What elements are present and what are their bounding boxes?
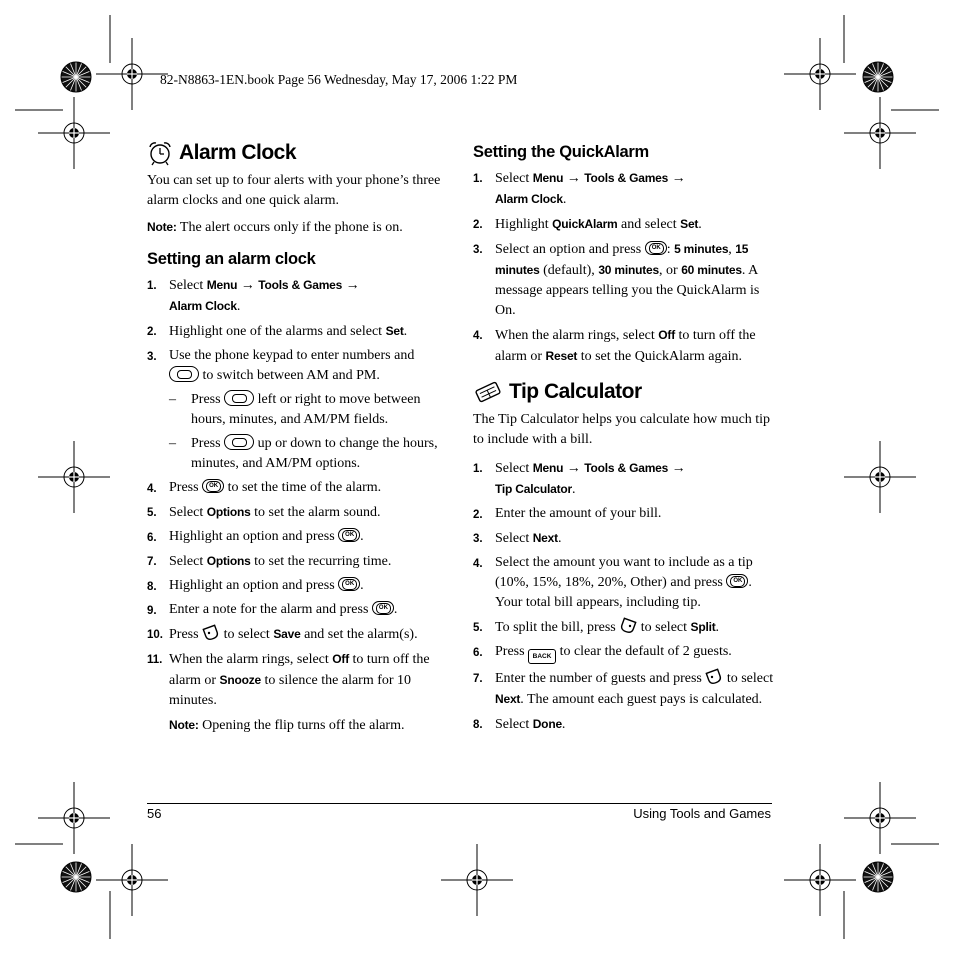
step-number: 2. bbox=[147, 326, 157, 338]
footer-divider bbox=[147, 803, 772, 804]
snooze-label: Snooze bbox=[219, 673, 261, 687]
page-title: Alarm Clock bbox=[179, 141, 297, 164]
ok-key-label: OK bbox=[342, 530, 357, 541]
step-number: 3. bbox=[473, 533, 483, 545]
step-text: to switch between AM and PM. bbox=[199, 368, 380, 383]
step-text: . bbox=[562, 192, 567, 207]
list-item bbox=[147, 527, 447, 547]
step-text: , or bbox=[659, 263, 682, 278]
list-item bbox=[147, 502, 447, 523]
step-text: Select bbox=[169, 278, 207, 293]
arrow: → bbox=[563, 461, 585, 476]
step-text: . bbox=[236, 299, 241, 314]
step-text: Enter a note for the alarm and press bbox=[169, 602, 372, 617]
step-number: 1. bbox=[473, 173, 483, 185]
step-text: Select the amount you want to include as a tip (10%, 15%, 18%, 20%, Other) and press bbox=[495, 555, 753, 590]
dash: – bbox=[169, 436, 176, 451]
alarm-note bbox=[147, 217, 447, 238]
step-text: up or down to change the hours, minutes, and AM/PM options. bbox=[191, 436, 438, 471]
flip-note bbox=[169, 715, 447, 736]
step-text: to select bbox=[220, 627, 274, 642]
menu-label: Menu bbox=[532, 461, 564, 475]
step-number: 3. bbox=[147, 351, 157, 363]
step-text: Select bbox=[495, 531, 533, 546]
list-item bbox=[473, 325, 775, 367]
step-text: and set the alarm(s). bbox=[300, 627, 418, 642]
list-item bbox=[473, 458, 775, 500]
list-item bbox=[473, 642, 775, 664]
step-text: Select an option and press bbox=[495, 242, 645, 257]
list-item bbox=[147, 576, 447, 596]
step-text: Press bbox=[169, 480, 203, 495]
note-label: Note: bbox=[169, 718, 199, 732]
reset-label: Reset bbox=[545, 349, 578, 363]
calculator-icon bbox=[473, 381, 503, 403]
page-number: 56 bbox=[147, 806, 162, 821]
step-number: 6. bbox=[473, 647, 483, 659]
step-text: . bbox=[572, 482, 576, 497]
tools-games-label: Tools & Games bbox=[584, 171, 669, 185]
note-text: The alert occurs only if the phone is on. bbox=[176, 220, 403, 235]
step-number: 2. bbox=[473, 219, 483, 231]
step-text: . bbox=[360, 578, 364, 593]
sub-item bbox=[169, 390, 447, 430]
step-text: Use the phone keypad to enter numbers and bbox=[169, 348, 415, 363]
tip-steps bbox=[473, 458, 775, 735]
right-column bbox=[473, 138, 775, 739]
list-item bbox=[147, 275, 447, 317]
step-number: 3. bbox=[473, 244, 483, 256]
step-text: . bbox=[715, 620, 720, 635]
step-text: Press bbox=[169, 627, 203, 642]
step-text: Select bbox=[495, 717, 533, 732]
step-number: 10. bbox=[147, 629, 163, 641]
save-label: Save bbox=[273, 627, 301, 641]
step-text: to select bbox=[637, 620, 691, 635]
step-text: When the alarm rings, select bbox=[495, 328, 659, 343]
step-text: to set the alarm sound. bbox=[250, 505, 381, 520]
step-text: to select bbox=[723, 671, 774, 686]
step-text: . The amount each guest pays is calculated. bbox=[520, 692, 763, 707]
step-text: and select bbox=[617, 217, 681, 232]
step-number: 4. bbox=[473, 330, 483, 342]
nav-key-icon bbox=[224, 434, 254, 450]
step-text: Press bbox=[495, 644, 529, 659]
ok-key-icon bbox=[372, 601, 394, 615]
step-number: 1. bbox=[147, 280, 157, 292]
step-number: 5. bbox=[473, 622, 483, 634]
quickalarm-steps bbox=[473, 168, 775, 367]
alarm-intro: You can set up to four alerts with your phone’s three alarm clocks and one quick alarm. bbox=[147, 173, 441, 208]
setting-alarm-heading: Setting an alarm clock bbox=[147, 250, 316, 268]
alarm-steps bbox=[147, 275, 447, 736]
back-key-icon: BACK bbox=[528, 649, 556, 664]
list-item bbox=[473, 239, 775, 321]
note-label: Note: bbox=[147, 220, 177, 234]
list-item bbox=[147, 600, 447, 620]
ok-key-icon bbox=[202, 479, 224, 493]
print-header: 82-N8863-1EN.book Page 56 Wednesday, May 17, 2006 1:22 PM bbox=[160, 72, 518, 87]
step-number: 9. bbox=[147, 605, 157, 617]
step-number: 8. bbox=[147, 581, 157, 593]
tools-games-label: Tools & Games bbox=[584, 461, 669, 475]
ok-key-label: OK bbox=[206, 481, 221, 492]
option-label: 5 minutes bbox=[674, 242, 729, 256]
step-text: to clear the default of 2 guests. bbox=[556, 644, 732, 659]
next-label: Next bbox=[532, 531, 558, 545]
step-text: Press bbox=[191, 436, 225, 451]
alarm-clock-label: Alarm Clock bbox=[169, 299, 237, 313]
menu-label: Menu bbox=[206, 278, 238, 292]
step-number: 7. bbox=[147, 556, 157, 568]
list-item bbox=[473, 553, 775, 613]
tip-intro: The Tip Calculator helps you calculate how much tip to include with a bill. bbox=[473, 412, 771, 447]
alarm-clock-label: Alarm Clock bbox=[495, 192, 563, 206]
step-text: . A message appears telling you the QuickAlarm is On. bbox=[495, 263, 760, 318]
quickalarm-heading: Setting the QuickAlarm bbox=[473, 143, 649, 161]
nav-key-icon bbox=[169, 366, 199, 382]
alarm-clock-heading bbox=[147, 138, 447, 168]
ok-key-icon bbox=[645, 241, 667, 255]
step-text: : bbox=[666, 242, 675, 257]
step-text: to turn off the alarm or bbox=[169, 652, 430, 688]
arrow: → bbox=[563, 171, 585, 186]
ok-key-label: OK bbox=[730, 576, 745, 587]
options-label: Options bbox=[206, 554, 251, 568]
step-text: Select bbox=[169, 505, 207, 520]
left-softkey-icon bbox=[705, 668, 723, 686]
list-item bbox=[473, 668, 775, 710]
step-text: . bbox=[561, 717, 566, 732]
step-number: 8. bbox=[473, 719, 483, 731]
list-item bbox=[473, 617, 775, 638]
list-item bbox=[147, 478, 447, 498]
step-number: 1. bbox=[473, 463, 483, 475]
sub-item bbox=[169, 434, 447, 474]
dash: – bbox=[169, 392, 176, 407]
option-label: 30 minutes bbox=[598, 263, 660, 277]
list-item bbox=[147, 346, 447, 474]
nav-key-icon bbox=[224, 390, 254, 406]
step-text: Highlight one of the alarms and select bbox=[169, 324, 386, 339]
step-text: to set the time of the alarm. bbox=[224, 480, 382, 495]
step-text: Highlight an option and press bbox=[169, 578, 339, 593]
step-text: to turn off the alarm or bbox=[495, 328, 756, 364]
left-column bbox=[147, 138, 447, 740]
step-text: Select bbox=[495, 171, 533, 186]
menu-label: Menu bbox=[532, 171, 564, 185]
list-item bbox=[147, 624, 447, 645]
list-item bbox=[473, 504, 775, 524]
left-softkey-icon bbox=[202, 624, 220, 642]
step-text: To split the bill, press bbox=[495, 620, 620, 635]
right-softkey-icon bbox=[619, 617, 637, 635]
step-number: 2. bbox=[473, 509, 483, 521]
step-text: Enter the amount of your bill. bbox=[495, 506, 662, 521]
ok-key-label: OK bbox=[649, 243, 664, 254]
ok-key-icon bbox=[726, 574, 748, 588]
step-text: When the alarm rings, select bbox=[169, 652, 333, 667]
step-number: 11. bbox=[147, 654, 163, 666]
off-label: Off bbox=[332, 652, 350, 666]
step-text: . bbox=[698, 217, 702, 232]
step-number: 4. bbox=[473, 558, 483, 570]
step-number: 5. bbox=[147, 507, 157, 519]
options-label: Options bbox=[206, 505, 251, 519]
option-label: 15 minutes bbox=[495, 242, 749, 277]
footer-section-title: Using Tools and Games bbox=[633, 806, 771, 821]
next-label: Next bbox=[495, 692, 521, 706]
step-text: . bbox=[403, 324, 408, 339]
step-text: to set the QuickAlarm again. bbox=[577, 349, 743, 364]
list-item bbox=[147, 649, 447, 736]
list-item bbox=[473, 168, 775, 210]
step-number: 7. bbox=[473, 673, 483, 685]
note-text: Opening the flip turns off the alarm. bbox=[198, 718, 405, 733]
tip-calculator-label: Tip Calculator bbox=[495, 482, 572, 496]
step-text: . bbox=[557, 531, 562, 546]
ok-key-icon bbox=[338, 577, 360, 591]
arrow: → bbox=[342, 278, 360, 293]
step-text: left or right to move between hours, minutes, and AM/PM fields. bbox=[191, 392, 421, 427]
arrow: → bbox=[237, 278, 259, 293]
step-text: Highlight an option and press bbox=[169, 529, 339, 544]
step-number: 6. bbox=[147, 532, 157, 544]
step-text: . bbox=[393, 602, 398, 617]
step-number: 4. bbox=[147, 483, 157, 495]
tip-calculator-title: Tip Calculator bbox=[509, 380, 642, 403]
arrow: → bbox=[668, 461, 686, 476]
list-item bbox=[473, 714, 775, 735]
arrow: → bbox=[668, 171, 686, 186]
step-text: . Your total bill appears, including tip. bbox=[495, 575, 752, 610]
alarm-clock-icon bbox=[147, 140, 173, 166]
step-text: Press bbox=[191, 392, 225, 407]
tip-calculator-heading bbox=[473, 377, 775, 407]
quickalarm-label: QuickAlarm bbox=[552, 217, 618, 231]
list-item bbox=[147, 321, 447, 342]
step-text: to silence the alarm for 10 minutes. bbox=[169, 673, 412, 708]
ok-key-label: OK bbox=[376, 603, 391, 614]
step-text: Enter the number of guests and press bbox=[495, 671, 706, 686]
step-text: Select bbox=[169, 554, 207, 569]
ok-key-label: OK bbox=[342, 579, 357, 590]
step-text: , bbox=[728, 242, 736, 257]
ok-key-icon bbox=[338, 528, 360, 542]
tools-games-label: Tools & Games bbox=[258, 278, 343, 292]
step-text: (default), bbox=[539, 263, 599, 278]
set-label: Set bbox=[385, 324, 404, 338]
list-item bbox=[147, 551, 447, 572]
list-item bbox=[473, 214, 775, 235]
off-label: Off bbox=[658, 328, 676, 342]
set-label: Set bbox=[680, 217, 699, 231]
step-text: Highlight bbox=[495, 217, 553, 232]
list-item bbox=[473, 528, 775, 549]
step-text: to set the recurring time. bbox=[250, 554, 392, 569]
option-label: 60 minutes bbox=[681, 263, 742, 277]
done-label: Done bbox=[532, 717, 562, 731]
step-text: . bbox=[360, 529, 364, 544]
split-label: Split bbox=[690, 620, 716, 634]
step-text: Select bbox=[495, 461, 533, 476]
